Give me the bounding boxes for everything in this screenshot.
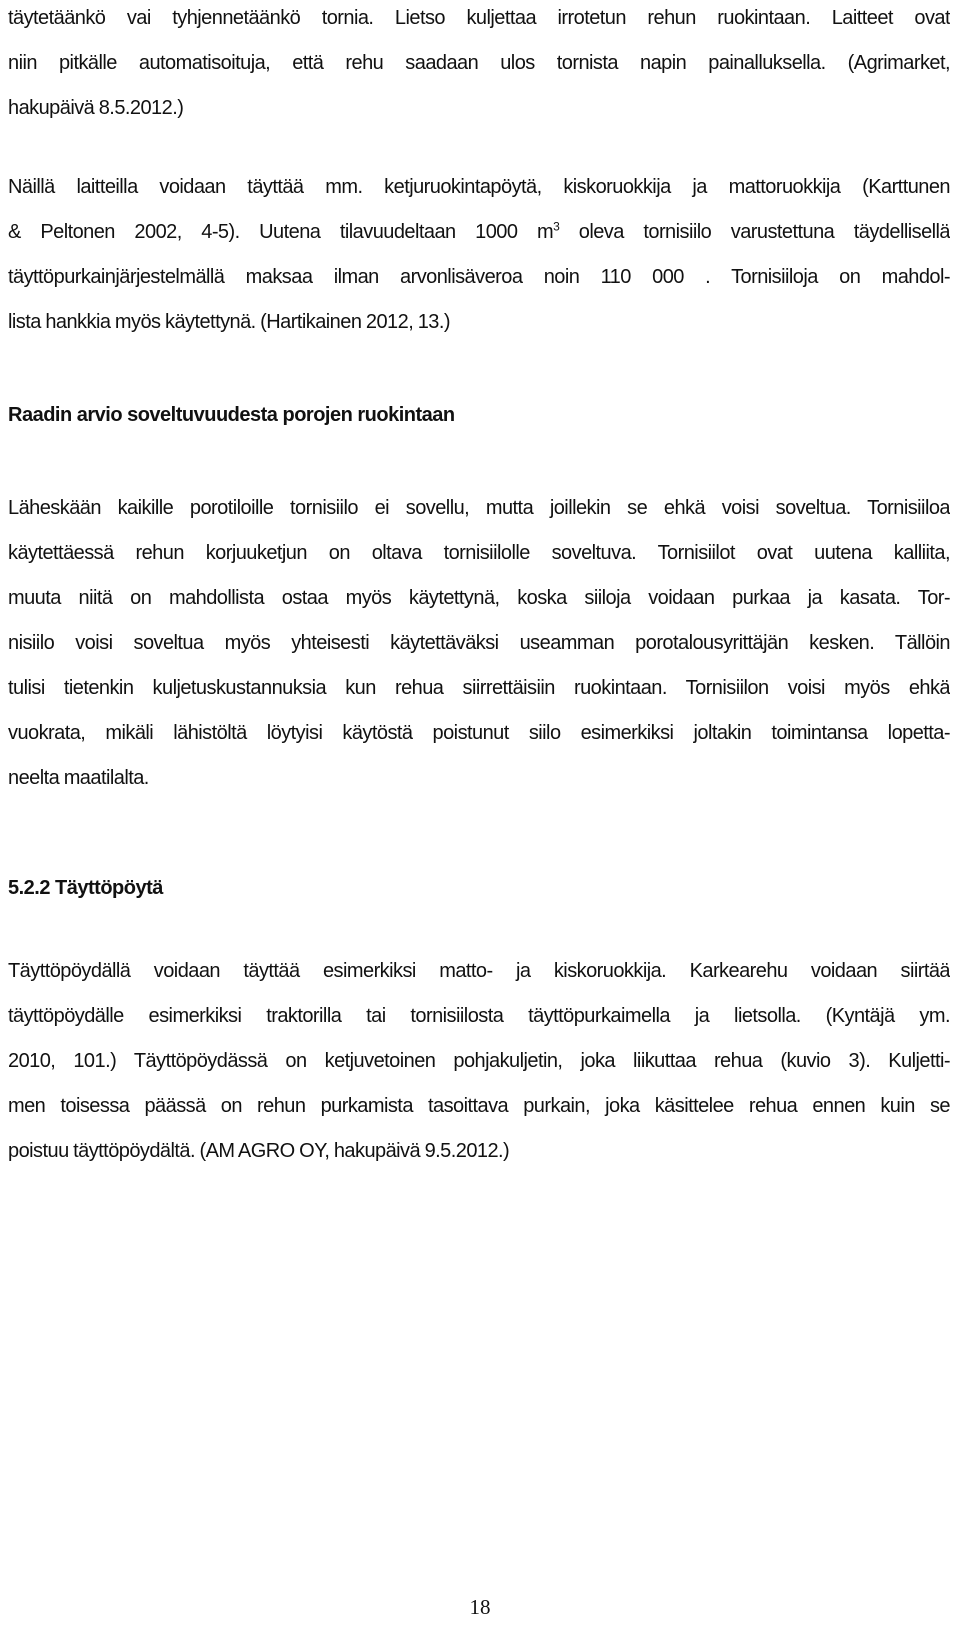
paragraph-filling-table: [8, 949, 950, 1174]
text-line: käytettäessä rehun korjuuketjun on oltava tornisiilolle soveltuva. Tornisiilot ovat uutena kalliita,: [8, 542, 950, 564]
text-line: täyttöpurkainjärjestelmällä maksaa ilman arvonlisäveroa noin 110 000 . Tornisiiloja on mahdol-: [8, 266, 950, 288]
text-line: täyttöpöydälle esimerkiksi traktorilla tai tornisiilosta täyttöpurkaimella ja lietsolla. (Kyntäjä ym.: [8, 1005, 950, 1027]
text-line: Läheskään kaikille porotiloille tornisiilo ei sovellu, mutta joillekin se ehkä voisi soveltua. Tornisiiloa: [8, 497, 950, 519]
section-heading: Raadin arvio soveltuvuudesta porojen ruokintaan: [8, 404, 455, 426]
subsection-heading: 5.2.2 Täyttöpöytä: [8, 877, 163, 899]
text-segment: oleva tornisiilo varustettuna täydellisellä: [559, 221, 950, 243]
text-line: 2010, 101.) Täyttöpöydässä on ketjuvetoinen pohjakuljetin, joka liikuttaa rehua (kuvio 3). Kuljetti-: [8, 1050, 950, 1072]
paragraph-filling-devices: [8, 165, 950, 345]
text-line: muuta niitä on mahdollista ostaa myös käytettynä, koska siiloja voidaan purkaa ja kasata. Tor-: [8, 587, 950, 609]
text-line: hakupäivä 8.5.2012.): [8, 97, 184, 119]
text-line: vuokrata, mikäli lähistöltä löytyisi käytöstä poistunut siilo esimerkiksi joltakin toimintansa lopetta-: [8, 722, 950, 744]
text-segment: & Peltonen 2002, 4-5). Uutena tilavuudeltaan 1000 m: [8, 221, 554, 243]
text-line: Täyttöpöydällä voidaan täyttää esimerkiksi matto- ja kiskoruokkija. Karkearehu voidaan siirtää: [8, 960, 950, 982]
text-line: lista hankkia myös käytettynä. (Hartikainen 2012, 13.): [8, 311, 450, 333]
text-line: [8, 210, 950, 255]
text-line: Näillä laitteilla voidaan täyttää mm. ketjuruokintapöytä, kiskoruokkija ja mattoruokkija (Karttunen: [8, 176, 950, 198]
paragraph-suitability: [8, 486, 950, 801]
page-number: 18: [469, 1595, 491, 1619]
text-line: poistuu täyttöpöydältä. (AM AGRO OY, hakupäivä 9.5.2012.): [8, 1140, 510, 1162]
text-line: täytetäänkö vai tyhjennetäänkö tornia. Lietso kuljettaa irrotetun rehun ruokintaan. Laitteet ovat: [8, 7, 950, 29]
text-line: men toisessa päässä on rehun purkamista tasoittava purkain, joka käsittelee rehua ennen kuin se: [8, 1095, 950, 1117]
text-line: tulisi tietenkin kuljetuskustannuksia kun rehua siirrettäisiin ruokintaan. Tornisiilon voisi myös ehkä: [8, 677, 950, 699]
text-line: nisiilo voisi soveltua myös yhteisesti käytettäväksi useamman porotalousyrittäjän kesken. Tällöin: [8, 632, 950, 654]
paragraph-tornisiilo-automation: [8, 0, 950, 131]
superscript: 3: [553, 219, 560, 234]
text-line: niin pitkälle automatisoituja, että rehu saadaan ulos tornista napin painalluksella. (Agrimarket,: [8, 52, 950, 74]
text-line: neelta maatilalta.: [8, 767, 149, 789]
